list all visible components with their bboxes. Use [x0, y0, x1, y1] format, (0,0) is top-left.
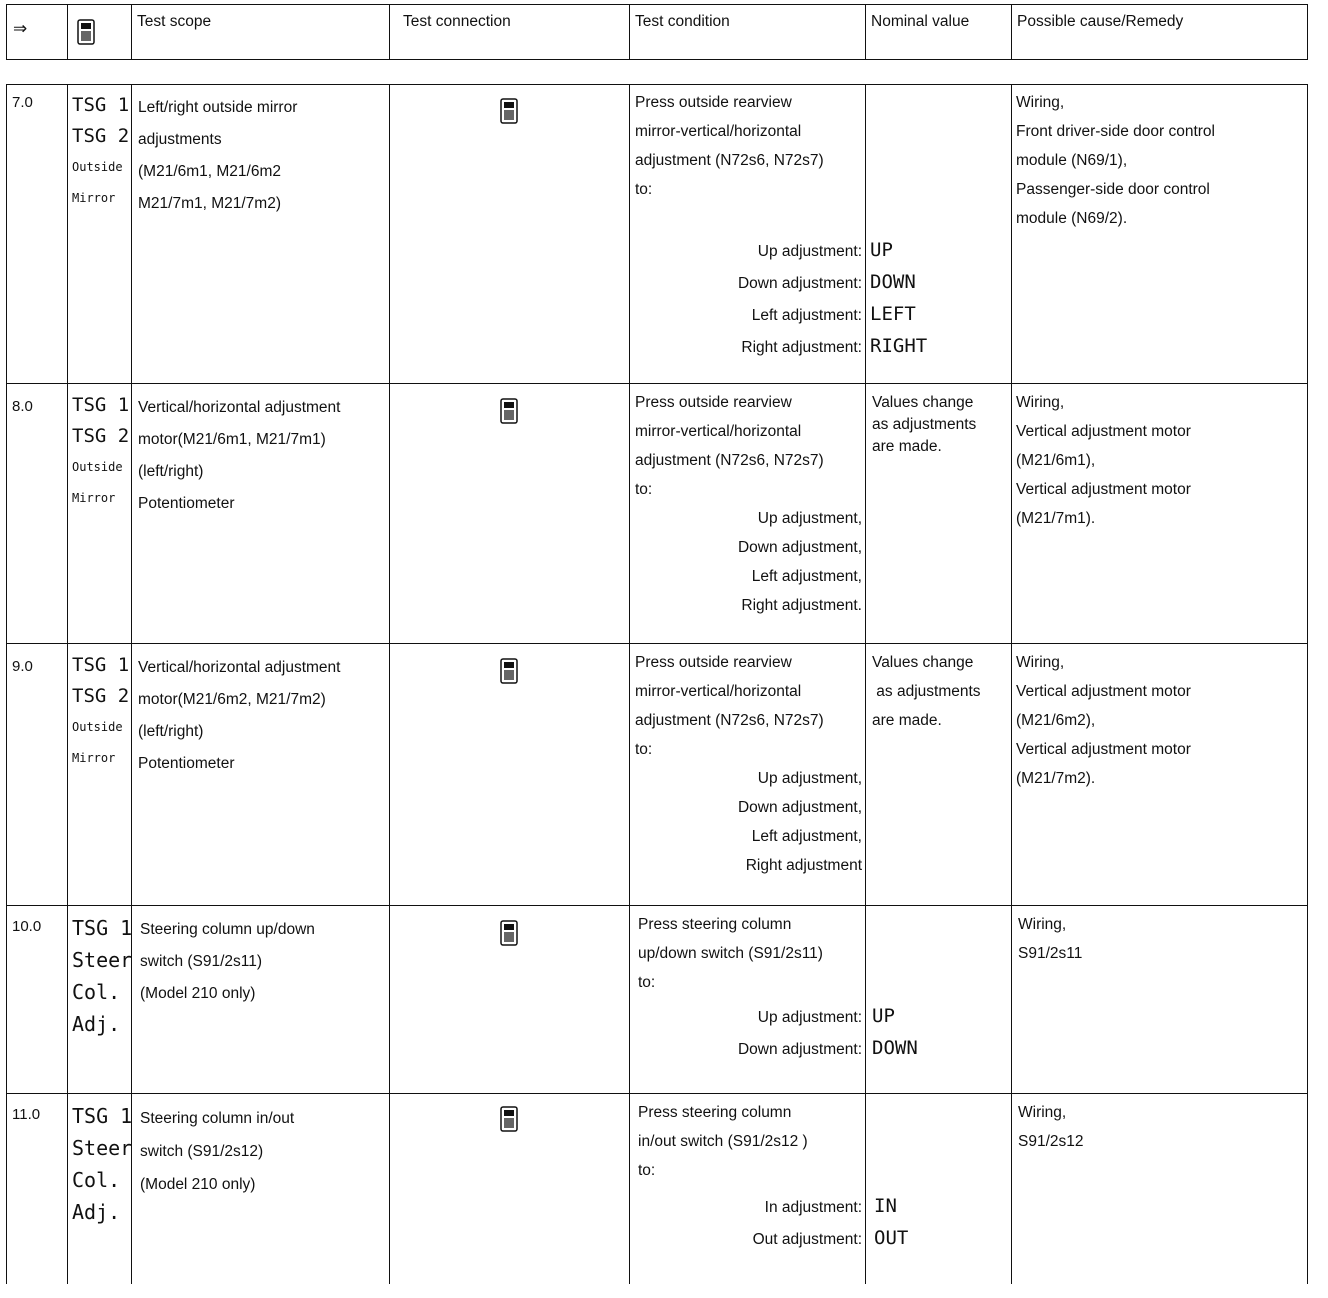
test-condition-line: adjustment (N72s6, N72s7): [635, 152, 824, 169]
test-scope-line: Vertical/horizontal adjustment: [138, 659, 341, 676]
adjustment-label: Up adjustment:: [757, 1009, 862, 1026]
tester-icon: [500, 658, 518, 684]
remedy-line: Wiring,: [1016, 394, 1065, 411]
remedy-line: S91/2s11: [1018, 945, 1083, 962]
test-condition-line: adjustment (N72s6, N72s7): [635, 712, 824, 729]
module-label: TSG 1: [72, 94, 130, 116]
module-label: TSG 1: [72, 394, 130, 416]
tester-icon: [500, 1106, 518, 1132]
test-scope-line: switch (S91/2s11): [140, 953, 263, 970]
remedy-line: module (N69/1),: [1016, 152, 1128, 169]
nominal-value-line: Values change: [872, 394, 974, 411]
test-condition-line: Press outside rearview: [635, 394, 792, 411]
adjustment-label: Left adjustment,: [751, 568, 862, 585]
test-condition-line: Press outside rearview: [635, 94, 792, 111]
remedy-line: (M21/7m2).: [1016, 770, 1096, 787]
module-label: Mirror: [72, 491, 116, 505]
remedy-line: (M21/7m1).: [1016, 510, 1096, 527]
module-label: Mirror: [72, 751, 116, 765]
header-possible-cause: Possible cause/Remedy: [1017, 13, 1184, 30]
test-condition-line: mirror-vertical/horizontal: [635, 683, 802, 700]
nominal-display-value: LEFT: [870, 303, 916, 325]
nominal-value-line: are made.: [872, 712, 942, 729]
nominal-display-value: UP: [872, 1005, 895, 1027]
remedy-line: S91/2s12: [1018, 1133, 1084, 1150]
test-scope-line: Vertical/horizontal adjustment: [138, 399, 341, 416]
adjustment-label: Down adjustment,: [737, 799, 862, 816]
test-condition-line: to:: [638, 1162, 656, 1179]
test-scope-line: M21/7m1, M21/7m2): [138, 195, 281, 212]
remedy-line: module (N69/2).: [1016, 210, 1128, 227]
test-condition-line: to:: [635, 481, 653, 498]
adjustment-label: Left adjustment:: [751, 307, 862, 324]
test-scope-line: motor(M21/6m2, M21/7m2): [138, 691, 326, 708]
tester-icon: [77, 19, 95, 45]
test-condition-line: Press outside rearview: [635, 654, 792, 671]
nominal-value-line: are made.: [872, 438, 942, 455]
test-scope-line: (M21/6m1, M21/6m2: [138, 163, 281, 180]
remedy-line: Passenger-side door control: [1016, 181, 1210, 198]
test-condition-line: Press steering column: [638, 1104, 792, 1121]
adjustment-label: Down adjustment,: [737, 539, 862, 556]
adjustment-label: Right adjustment:: [741, 339, 862, 356]
remedy-line: Wiring,: [1016, 94, 1065, 111]
test-scope-line: Steering column in/out: [140, 1110, 295, 1127]
remedy-line: Vertical adjustment motor: [1016, 481, 1191, 498]
header-test-condition: Test condition: [635, 13, 730, 30]
module-label: Col.: [72, 1168, 121, 1192]
module-label: Outside: [72, 160, 123, 174]
module-label: TSG 1: [72, 1104, 133, 1128]
tester-icon: [500, 98, 518, 124]
test-scope-line: (left/right): [138, 463, 204, 480]
module-label: Outside: [72, 460, 123, 474]
test-scope-line: adjustments: [138, 131, 222, 148]
nominal-display-value: DOWN: [870, 271, 916, 293]
nominal-display-value: DOWN: [872, 1037, 918, 1059]
test-condition-line: to:: [638, 974, 656, 991]
row-number: 7.0: [12, 94, 33, 111]
adjustment-label: Down adjustment:: [737, 275, 862, 292]
test-scope-line: Potentiometer: [138, 755, 235, 772]
module-label: TSG 2: [72, 425, 130, 447]
header-nominal-value: Nominal value: [871, 13, 970, 30]
test-condition-line: adjustment (N72s6, N72s7): [635, 452, 824, 469]
nominal-display-value: IN: [874, 1195, 897, 1217]
test-scope-line: switch (S91/2s12): [140, 1143, 264, 1160]
header-test-scope: Test scope: [137, 13, 212, 30]
module-label: Outside: [72, 720, 123, 734]
test-scope-line: Potentiometer: [138, 495, 235, 512]
test-scope-line: motor(M21/6m1, M21/7m1): [138, 431, 326, 448]
row-number: 10.0: [12, 918, 42, 935]
module-label: TSG 1: [72, 654, 130, 676]
test-condition-line: mirror-vertical/horizontal: [635, 123, 802, 140]
nominal-display-value: RIGHT: [870, 335, 928, 357]
module-label: Adj.: [72, 1200, 121, 1224]
remedy-line: Front driver-side door control: [1016, 123, 1215, 140]
row-number: 9.0: [12, 658, 33, 675]
remedy-line: Wiring,: [1018, 916, 1067, 933]
nominal-value-line: as adjustments: [872, 683, 981, 700]
test-condition-line: mirror-vertical/horizontal: [635, 423, 802, 440]
remedy-line: Vertical adjustment motor: [1016, 423, 1191, 440]
remedy-line: (M21/6m1),: [1016, 452, 1096, 469]
test-scope-line: (left/right): [138, 723, 204, 740]
remedy-line: (M21/6m2),: [1016, 712, 1096, 729]
adjustment-label: Right adjustment: [745, 857, 862, 874]
row-number: 8.0: [12, 398, 33, 415]
adjustment-label: Down adjustment:: [737, 1041, 862, 1058]
test-scope-line: Steering column up/down: [140, 921, 315, 938]
test-scope-line: (Model 210 only): [140, 985, 256, 1002]
module-label: Mirror: [72, 191, 116, 205]
test-scope-line: Left/right outside mirror: [138, 99, 298, 116]
module-label: TSG 2: [72, 125, 130, 147]
test-condition-line: to:: [635, 181, 653, 198]
arrow-icon: ⇒: [13, 19, 28, 38]
header-test-connection: Test connection: [403, 13, 511, 30]
test-condition-line: up/down switch (S91/2s11): [638, 945, 823, 962]
adjustment-label: Up adjustment,: [757, 510, 862, 527]
remedy-line: Wiring,: [1016, 654, 1065, 671]
nominal-display-value: UP: [870, 239, 893, 261]
nominal-value-line: Values change: [872, 654, 974, 671]
module-label: Steer: [72, 1136, 133, 1160]
adjustment-label: Left adjustment,: [751, 828, 862, 845]
module-label: TSG 2: [72, 685, 130, 707]
module-label: TSG 1: [72, 916, 133, 940]
nominal-value-line: as adjustments: [872, 416, 977, 433]
test-scope-line: (Model 210 only): [140, 1176, 256, 1193]
test-condition-line: to:: [635, 741, 653, 758]
adjustment-label: Up adjustment:: [757, 243, 862, 260]
tester-icon: [500, 920, 518, 946]
remedy-line: Wiring,: [1018, 1104, 1067, 1121]
table-header: [6, 4, 1308, 60]
test-condition-line: Press steering column: [638, 916, 792, 933]
module-label: Col.: [72, 980, 121, 1004]
test-condition-line: in/out switch (S91/2s12 ): [638, 1133, 808, 1150]
adjustment-label: In adjustment:: [764, 1199, 862, 1216]
module-label: Steer: [72, 948, 133, 972]
nominal-display-value: OUT: [874, 1227, 909, 1249]
adjustment-label: Right adjustment.: [741, 597, 862, 614]
row-number: 11.0: [12, 1106, 41, 1123]
remedy-line: Vertical adjustment motor: [1016, 741, 1191, 758]
module-label: Adj.: [72, 1012, 121, 1036]
tester-icon: [500, 398, 518, 424]
adjustment-label: Out adjustment:: [752, 1231, 862, 1248]
remedy-line: Vertical adjustment motor: [1016, 683, 1191, 700]
adjustment-label: Up adjustment,: [757, 770, 862, 787]
